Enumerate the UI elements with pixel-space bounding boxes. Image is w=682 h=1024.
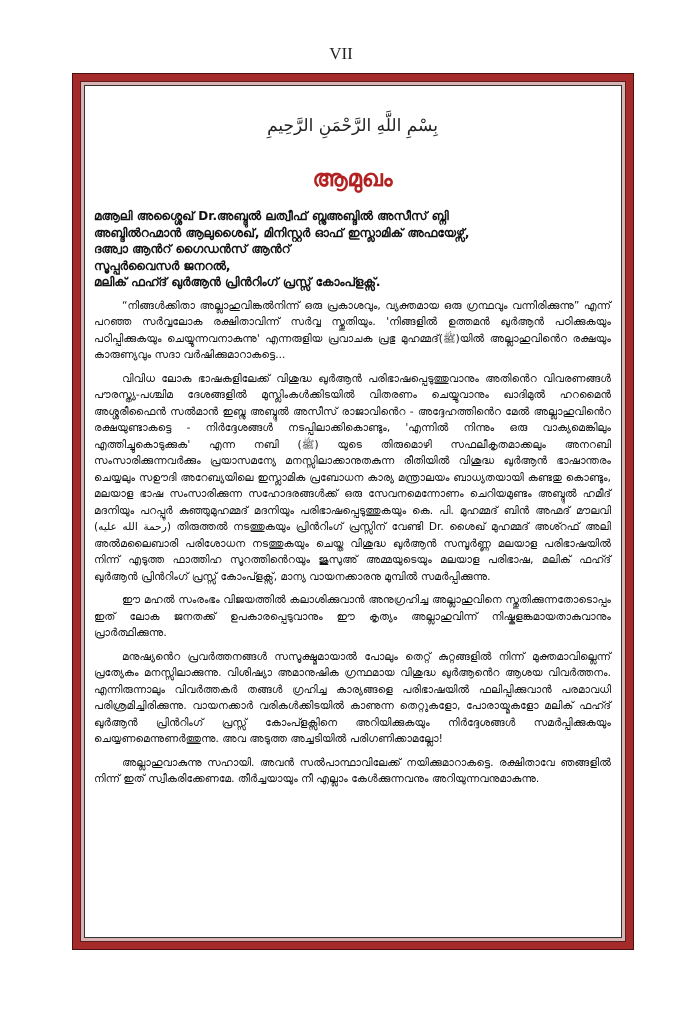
address-line: മലിക് ഫഹ്ദ് ഖുർആൻ പ്രിൻറിംഗ് പ്രസ്സ് കോംപ്ളക്സ്. — [94, 275, 381, 289]
bismillah-calligraphy: بِسْمِ اللَّهِ الرَّحْمَنِ الرَّحِيمِ — [267, 116, 438, 136]
page-number: VII — [329, 44, 353, 63]
page-title: ആമുഖം — [312, 166, 393, 192]
paragraph: “നിങ്ങൾക്കിതാ അല്ലാഹുവിങ്കൽനിന്ന് ഒരു പ്രകാശവും, വ്യക്തമായ ഒരു ഗ്രന്ഥവും വന്നിരിക്കുന്നു” എന്ന് പറഞ്ഞ സർവ്വലോക രക്ഷിതാവിന്ന് സർവ്വ സ്തുതിയും. 'നിങ്ങളിൽ ഉത്തമൻ ഖുർആൻ പഠിക്കുകയും പഠിപ്പിക്കുകയും ചെയ്യുന്നവനാകുന്നു' എന്നരുളിയ പ്രവാചക പ്രഭു മുഹമ്മദ്(ﷺ)യിൽ അല്ലാഹുവിൻെറ രക്ഷയും കാരുണ്യവും സദാ വർഷിക്കുമാറാകട്ടെ... — [94, 299, 611, 361]
addressee-block — [94, 208, 611, 291]
paragraph: അല്ലാഹുവാകുന്നു സഹായി. അവൻ സൽപാന്ഥാവിലേക്ക് നയിക്കുമാറാകട്ടെ. രക്ഷിതാവേ ഞങ്ങളിൽ നിന്ന് ഇത് സ്വീകരിക്കേണമേ. തീർച്ചയായും നീ എല്ലാം കേൾക്കുന്നവനും അറിയുന്നവനുമാകുന്നു. — [94, 756, 611, 785]
decorative-border-frame — [72, 73, 634, 950]
paragraph: മനുഷ്യൻെറ പ്രവർത്തനങ്ങൾ സസൂക്ഷ്മമായാൽ പോലും തെറ്റ് കുറ്റങ്ങളിൽ നിന്ന് മുക്തമാവില്ലെന്ന് പ്രത്യേകം മനസ്സിലാക്കുന്നു. വിശിഷ്യാ അമാനുഷിക ഗ്രന്ഥമായ വിശുദ്ധ ഖുർആൻെറ ആശയ വിവർത്തനം. എന്നിരുന്നാലും വിവർത്തകർ തങ്ങൾ ഗ്രഹിച്ച കാര്യങ്ങളെ പരിഭാഷയിൽ ഫലിപ്പിക്കുവാൻ പരമാവധി പരിശ്രമിച്ചിരിക്കുന്നു. വായനക്കാർ വരികൾക്കിടയിൽ കാണുന്ന തെറ്റുകളോ, പോരായ്മകളോ മലിക് ഫഹ്ദ് ഖുർആൻ പ്രിൻറിംഗ് പ്രസ്സ് കോംപ്ളക്സിനെ അറിയിക്കുകയും നിർദ്ദേശങ്ങൾ സമർപ്പിക്കുകയും ചെയ്യണമെന്നുണർത്തുന്നു. അവ അടുത്ത അച്ചടിയിൽ പരിഗണിക്കാമല്ലോ! — [94, 650, 611, 745]
border-inner-band — [80, 81, 626, 942]
address-line: അബ്ദിൽറഹ്മാൻ ആലുശൈഖ്, മിനിസ്റ്റർ ഓഫ് ഇസ്ലാമിക് അഫയേഴ്സ്, — [94, 225, 470, 240]
address-line: മആലി അശ്ശൈഖ് Dr.അബ്ദുൽ ലത്വീഫ് ബ്നുഅബ്ദിൽ അസീസ് ബ്നി — [94, 209, 449, 223]
paragraph: വിവിധ ലോക ഭാഷകളിലേക്ക് വിശുദ്ധ ഖുർആൻ പരിഭാഷപ്പെടുത്തുവാനും അതിൻെറ വിവരണങ്ങൾ പൗരസ്ത്യ-പശ്ചിമ ദേശങ്ങളിൽ മുസ്ലിംകൾക്കിടയിൽ വിതരണം ചെയ്യുവാനും ഖാദിമുൽ ഹറമൈൻ അശ്ശരീഫൈൻ സൽമാൻ ഇബ്നു അബ്ദുൽ അസീസ് രാജാവിൻെറ - അദ്ദേഹത്തിൻെറ മേൽ അല്ലാഹുവിൻെറ രക്ഷയുണ്ടാകട്ടെ - നിർദ്ദേശങ്ങൾ നടപ്പിലാക്കികൊണ്ടും, 'എന്നിൽ നിന്നും ഒരു വാക്യമെങ്കിലും എത്തിച്ചുകൊടുക്കുക' എന്ന നബി (ﷺ) യുടെ തിരുമൊഴി സഫലീകൃതമാക്കലും അനറബി സംസാരിക്കുന്നവർക്കും പ്രയാസമന്യേ മനസ്സിലാക്കാനുതകുന്ന രീതിയിൽ വിശുദ്ധ ഖുർആൻ ഭാഷാന്തരം ചെയ്യലും സഊദി അറേബ്യയിലെ ഇസ്ലാമിക പ്രബോധന കാര്യ മന്ത്രാലയം ബാധ്യതയായി കണ്ടതു കൊണ്ടും, മലയാള ഭാഷ സംസാരിക്കുന്ന സഹോദരങ്ങൾക്ക് ഒരു സേവനമെന്നോണം ചെറിയമുണ്ടം അബ്ദുൽ ഹമീദ് മദനിയും പറപ്പൂർ കുഞ്ഞുമുഹമ്മദ് മദനിയും പരിഭാഷപ്പെടുത്തുകയും കെ. പി. മുഹമ്മദ് ബിൻ അഹ്മദ് മൗലവി (رحمة الله عليه) തിരുത്തൽ നടത്തുകയും പ്രിൻറിംഗ് പ്രസ്സിന് വേണ്ടി Dr. ശൈഖ് മുഹമ്മദ് അശ്റഫ് അലി അൽമലൈബാരി പരിശോധന നടത്തുകയും ചെയ്ത വിശുദ്ധ ഖുർആൻ സമ്പൂർണ്ണ മലയാള പരിഭാഷയിൽ നിന്ന് എടുത്ത ഫാത്തിഹ സൂറത്തിൻെറയും ജുസുഅ് അമ്മയുടെയും മലയാള പരിഭാഷ, മലിക് ഫഹ്ദ് ഖുർആൻ പ്രിൻറിംഗ് പ്രസ്സ് കോംപ്ളക്സ്, മാന്യ വായനക്കാരനു മുമ്പിൽ സമർപ്പിക്കുന്നു. — [94, 372, 611, 583]
address-line: ദഅ്വാ ആൻറ് ഗൈഡൻസ് ആൻറ് — [94, 242, 291, 256]
address-line: സൂപ്പർവൈസർ ജനറൽ, — [94, 258, 231, 273]
page-content — [84, 85, 622, 938]
paragraph: ഈ മഹൽ സംരംഭം വിജയത്തിൽ കലാശിക്കുവാൻ അനുഗ്രഹിച്ച അല്ലാഹുവിനെ സ്തുതിക്കുന്നതോടൊപ്പം ഇത് ലോക ജനതക്ക് ഉപകാരപ്പെടുവാനും ഈ കൃത്യം അല്ലാഹുവിന്ന് നിഷ്കളങ്കമായതാകുവാനും പ്രാർത്ഥിക്കുന്നു. — [94, 594, 611, 639]
